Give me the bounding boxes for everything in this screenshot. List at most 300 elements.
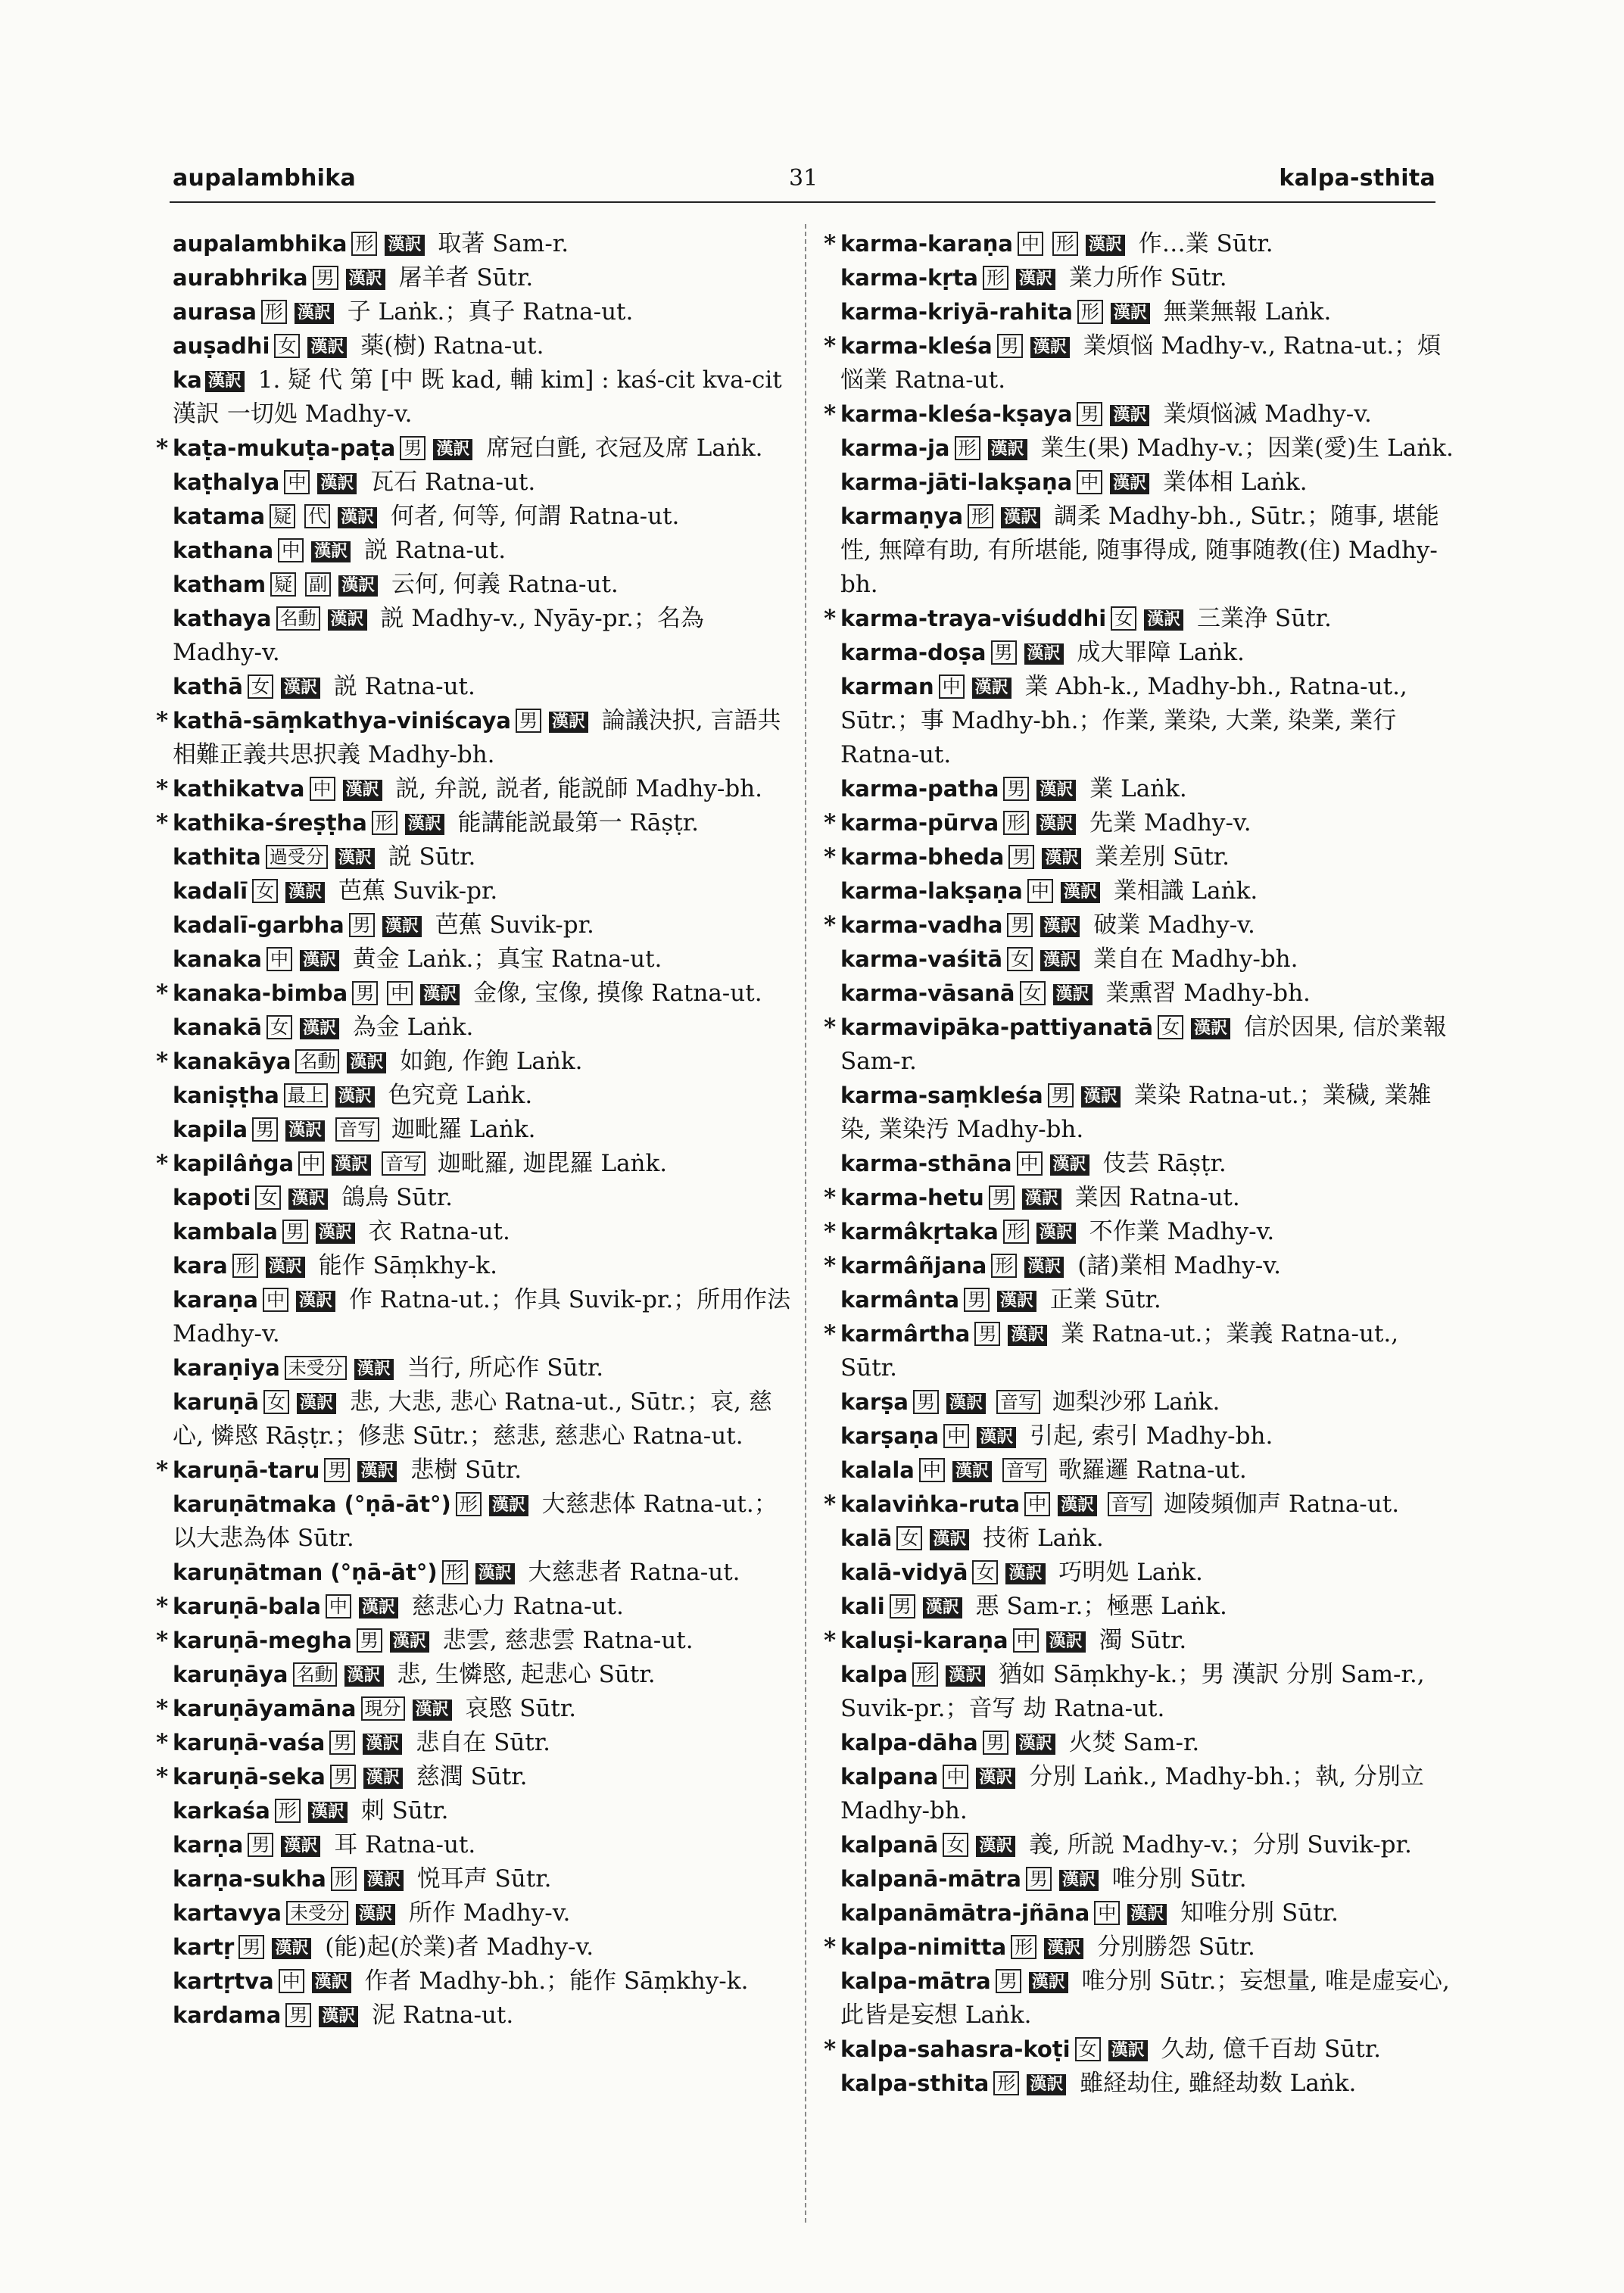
- kanyaku-badge: 漢訳: [1044, 1938, 1083, 1959]
- grammar-tag: 女: [896, 1526, 922, 1550]
- grammar-tag: 形: [275, 1799, 301, 1823]
- grammar-tag: 女: [1075, 2037, 1101, 2061]
- grammar-tag: 男: [1003, 777, 1029, 801]
- entry-definition: 鴿鳥 Sūtr.: [334, 1184, 453, 1211]
- entry-headword: kalala: [840, 1457, 915, 1483]
- entry-headword: karmaṇya: [840, 503, 964, 529]
- entry-definition: (能)起(於業)者 Madhy-v.: [317, 1933, 594, 1961]
- entry-headword: kalā: [840, 1525, 893, 1551]
- entry-headword: karmârtha: [840, 1321, 971, 1347]
- dictionary-entry: [819, 1964, 1459, 2033]
- entry-headword: karkaśa: [173, 1798, 270, 1824]
- entry-definition: 1. 疑 代 第 [中 既 kad, 輔 kim] : kaś-cit kva-cit 漢訳 一切処 Madhy-v.: [173, 366, 782, 428]
- entry-headword: karṣa: [840, 1389, 909, 1415]
- kanyaku-badge: 漢訳: [1086, 235, 1125, 256]
- dictionary-entry: [819, 874, 1459, 908]
- dictionary-entry: [151, 874, 791, 908]
- new-entry-star: *: [824, 1627, 837, 1654]
- kanyaku-badge: 漢訳: [1053, 984, 1093, 1005]
- dictionary-entry: [819, 1283, 1459, 1317]
- entry-headword: karma-patha: [840, 776, 999, 802]
- new-entry-star: *: [156, 435, 169, 462]
- dictionary-entry: [819, 1453, 1459, 1488]
- entry-definition: 大慈悲者 Ratna-ut.: [520, 1559, 740, 1586]
- entry-definition: 作…業 Sūtr.: [1130, 230, 1273, 257]
- dictionary-entry: [151, 1828, 791, 1862]
- grammar-tag: 男: [400, 436, 425, 460]
- entry-headword: karma-bheda: [840, 844, 1005, 870]
- dictionary-entry: [151, 1011, 791, 1045]
- entry-definition: 能作 Sāṃkhy-k.: [310, 1252, 497, 1279]
- dictionary-entry: [151, 1964, 791, 1999]
- kanyaku-badge: 漢訳: [308, 1802, 348, 1823]
- grammar-tag: 中: [284, 470, 310, 494]
- entry-definition: 迦梨沙邪 Laṅk.: [1045, 1388, 1220, 1416]
- entry-definition: 業 Ratna-ut.；業義 Ratna-ut., Sūtr.: [840, 1320, 1399, 1382]
- entry-definition: 技術 Laṅk.: [975, 1525, 1104, 1552]
- dictionary-entry: [151, 261, 791, 295]
- entry-definition: 正業 Sūtr.: [1043, 1286, 1161, 1313]
- grammar-tag: 男: [313, 266, 338, 290]
- onsha-tag: 音写: [335, 1117, 379, 1142]
- entry-definition: 雖経劫住, 雖経劫数 Laṅk.: [1072, 2070, 1357, 2097]
- entry-headword: kadalī: [173, 878, 248, 904]
- entry-headword: karma-vāsanā: [840, 980, 1015, 1006]
- grammar-tag: 男: [238, 1935, 264, 1959]
- header-last-entry: kalpa-sthita: [1279, 165, 1435, 192]
- grammar-tag: 中: [1094, 1901, 1120, 1925]
- entry-definition: 迦毗羅, 迦毘羅 Laṅk.: [430, 1150, 668, 1177]
- new-entry-star: *: [824, 605, 837, 632]
- dictionary-entry: [151, 1283, 791, 1351]
- grammar-tag: 女: [263, 1390, 289, 1414]
- kanyaku-badge: 漢訳: [1029, 1972, 1068, 1993]
- entry-definition: 業 Laṅk.: [1082, 775, 1187, 802]
- dictionary-entry: [151, 977, 791, 1011]
- entry-headword: kathika-śreṣṭha: [173, 810, 367, 836]
- grammar-tag: 名動: [293, 1662, 337, 1687]
- entry-definition: 説 Ratna-ut.: [326, 673, 475, 700]
- dictionary-entry: [151, 1930, 791, 1964]
- kanyaku-badge: 漢訳: [288, 1189, 328, 1210]
- entry-headword: karmâkṛtaka: [840, 1219, 999, 1245]
- entry-definition: 悪 Sam-r.；極悪 Laṅk.: [968, 1593, 1227, 1620]
- dictionary-entry: [819, 227, 1459, 261]
- new-entry-star: *: [824, 1014, 837, 1041]
- dictionary-entry: [151, 1692, 791, 1726]
- kanyaku-badge: 漢訳: [1016, 269, 1055, 290]
- dictionary-entry: [819, 1215, 1459, 1249]
- dictionary-entry: [819, 1385, 1459, 1419]
- dictionary-entry: [151, 1249, 791, 1283]
- kanyaku-badge: 漢訳: [363, 1768, 403, 1789]
- entry-headword: karuṇā-megha: [173, 1628, 352, 1653]
- dictionary-entry: [819, 2067, 1459, 2101]
- new-entry-star: *: [156, 1456, 169, 1484]
- dictionary-entry: [819, 2033, 1459, 2067]
- dictionary-entry: [151, 1453, 791, 1488]
- entry-headword: katama: [173, 503, 266, 529]
- dictionary-entry: [819, 1726, 1459, 1760]
- kanyaku-badge: 漢訳: [1001, 507, 1040, 528]
- dictionary-entry: [151, 534, 791, 568]
- grammar-tag: 女: [252, 879, 278, 903]
- entry-definition: 先業 Madhy-v.: [1082, 809, 1252, 837]
- entry-headword: karman: [840, 674, 934, 699]
- grammar-tag: 男: [913, 1390, 939, 1414]
- grammar-tag: 男: [997, 334, 1023, 358]
- dictionary-entry: [819, 1590, 1459, 1624]
- new-entry-star: *: [156, 1048, 169, 1075]
- new-entry-star: *: [824, 1320, 837, 1347]
- entry-headword: kalā-vidyā: [840, 1559, 968, 1585]
- entry-definition: 衣 Ratna-ut.: [360, 1218, 510, 1245]
- entry-headword: kanakā: [173, 1014, 262, 1040]
- new-entry-star: *: [824, 1491, 837, 1518]
- kanyaku-badge: 漢訳: [347, 1052, 386, 1073]
- dictionary-entry: [151, 1896, 791, 1930]
- new-entry-star: *: [156, 1627, 169, 1654]
- left-column: [151, 227, 791, 2033]
- column-divider: [805, 224, 806, 2223]
- dictionary-entry: [819, 942, 1459, 977]
- entry-headword: karma-sthāna: [840, 1151, 1012, 1176]
- entry-headword: karmâñjana: [840, 1253, 987, 1279]
- entry-definition: 作 Ratna-ut.；作具 Suvik-pr.；所用作法 Madhy-v.: [173, 1286, 791, 1347]
- dictionary-entry: [819, 1249, 1459, 1283]
- dictionary-entry: [151, 1215, 791, 1249]
- kanyaku-badge: 漢訳: [1030, 337, 1070, 358]
- grammar-tag: 形: [331, 1867, 357, 1891]
- entry-headword: kalpa-sthita: [840, 2070, 990, 2096]
- new-entry-star: *: [156, 809, 169, 837]
- entry-definition: 芭蕉 Suvik-pr.: [331, 877, 498, 905]
- kanyaku-badge: 漢訳: [1016, 1734, 1055, 1755]
- grammar-tag: 女: [1158, 1015, 1183, 1039]
- kanyaku-badge: 漢訳: [266, 1257, 305, 1278]
- kanyaku-badge: 漢訳: [1036, 1223, 1076, 1244]
- grammar-tag: 男: [252, 1117, 278, 1142]
- onsha-tag: 音写: [382, 1151, 425, 1176]
- kanyaku-badge: 漢訳: [1108, 2040, 1148, 2061]
- entry-definition: 何者, 何等, 何謂 Ratna-ut.: [383, 503, 680, 530]
- grammar-tag: 形: [1011, 1935, 1036, 1959]
- grammar-tag: 形: [442, 1560, 468, 1584]
- new-entry-star: *: [824, 843, 837, 871]
- new-entry-star: *: [156, 1729, 169, 1756]
- entry-headword: kartṛtva: [173, 1968, 274, 1994]
- new-entry-star: *: [824, 809, 837, 837]
- dictionary-entry: [819, 1181, 1459, 1215]
- kanyaku-badge: 漢訳: [285, 882, 325, 903]
- entry-definition: 慈悲心力 Ratna-ut.: [404, 1593, 624, 1620]
- entry-definition: 哀愍 Sūtr.: [457, 1695, 577, 1722]
- grammar-tag: 中: [1024, 1492, 1050, 1516]
- entry-headword: karaṇa: [173, 1287, 258, 1313]
- dictionary-entry: [819, 1079, 1459, 1147]
- entry-headword: kaluṣi-karaṇa: [840, 1628, 1008, 1653]
- new-entry-star: *: [824, 1218, 837, 1245]
- kanyaku-badge: 漢訳: [420, 984, 460, 1005]
- entry-definition: 色究竟 Laṅk.: [380, 1082, 533, 1109]
- dictionary-entry: [151, 431, 791, 466]
- grammar-tag: 形: [372, 811, 397, 835]
- grammar-tag: 中: [919, 1458, 945, 1482]
- dictionary-entry: [151, 772, 791, 806]
- entry-definition: 能講能説最第一 Rāṣṭr.: [450, 809, 699, 837]
- grammar-tag: 未受分: [285, 1356, 347, 1380]
- new-entry-star: *: [156, 1695, 169, 1722]
- kanyaku-badge: 漢訳: [1027, 2074, 1066, 2095]
- kanyaku-badge: 漢訳: [281, 678, 320, 699]
- kanyaku-badge: 漢訳: [1058, 1495, 1097, 1516]
- grammar-tag: 形: [912, 1662, 938, 1687]
- entry-headword: kalpana: [840, 1764, 939, 1790]
- grammar-tag: 女: [255, 1185, 281, 1210]
- kanyaku-badge: 漢訳: [272, 1938, 311, 1959]
- dictionary-entry: [151, 1351, 791, 1385]
- grammar-tag: 女: [267, 1015, 292, 1039]
- dictionary-entry: [819, 840, 1459, 874]
- dictionary-entry: [819, 295, 1459, 329]
- grammar-tag: 中: [310, 777, 335, 801]
- dictionary-entry: [151, 670, 791, 704]
- grammar-tag: 男: [285, 2003, 311, 2027]
- new-entry-star: *: [824, 1252, 837, 1279]
- entry-headword: kaṭhalya: [173, 469, 280, 495]
- dictionary-entry: [151, 1079, 791, 1113]
- grammar-tag: 男: [329, 1731, 355, 1755]
- dictionary-entry: [819, 977, 1459, 1011]
- dictionary-entry: [819, 1930, 1459, 1964]
- onsha-tag: 音写: [1002, 1458, 1046, 1482]
- dictionary-entry: [819, 670, 1459, 772]
- dictionary-entry: [151, 1556, 791, 1590]
- entry-definition: 説 Ratna-ut.: [357, 537, 507, 564]
- entry-headword: kaṭa-mukuṭa-paṭa: [173, 435, 396, 461]
- entry-headword: kaniṣṭha: [173, 1083, 279, 1108]
- entry-headword: karma-kriyā-rahita: [840, 299, 1073, 325]
- new-entry-star: *: [824, 230, 837, 257]
- entry-headword: kalpa-dāha: [840, 1730, 978, 1756]
- grammar-tag: 女: [972, 1560, 998, 1584]
- entry-headword: kalpa-sahasra-koṭi: [840, 2036, 1071, 2062]
- dictionary-entry: [151, 704, 791, 772]
- entry-headword: karuṇāyamāna: [173, 1696, 357, 1721]
- entry-definition: 唯分別 Sūtr.；妄想量, 唯是虚妄心, 此皆是妄想 Laṅk.: [840, 1967, 1450, 2029]
- entry-headword: karma-vaśitā: [840, 946, 1003, 972]
- dictionary-entry: [819, 1317, 1459, 1385]
- grammar-tag: 中: [298, 1151, 324, 1176]
- entry-headword: katham: [173, 572, 267, 597]
- grammar-tag: 過受分: [266, 845, 328, 869]
- entry-definition: 業熏習 Madhy-bh.: [1098, 980, 1311, 1007]
- entry-headword: karma-vadha: [840, 912, 1003, 938]
- entry-definition: 三業浄 Sūtr.: [1189, 605, 1332, 632]
- entry-headword: karuṇātmaka (°ṇā-āt°): [173, 1491, 451, 1517]
- entry-headword: karuṇā-seka: [173, 1764, 326, 1790]
- kanyaku-badge: 漢訳: [977, 1427, 1016, 1448]
- kanyaku-badge: 漢訳: [1144, 609, 1183, 631]
- grammar-tag: 形: [232, 1254, 258, 1278]
- grammar-tag: 男: [357, 1628, 382, 1653]
- dictionary-entry: [151, 1624, 791, 1658]
- entry-definition: 大慈悲体 Ratna-ut.；以大悲為体 Sūtr.: [173, 1491, 778, 1552]
- entry-headword: kanakāya: [173, 1048, 291, 1074]
- kanyaku-badge: 漢訳: [328, 609, 367, 631]
- grammar-tag: 男: [330, 1765, 356, 1789]
- dictionary-entry: [819, 500, 1459, 602]
- entry-headword: karma-jāti-lakṣaṇa: [840, 469, 1073, 495]
- dictionary-entry: [819, 1147, 1459, 1181]
- dictionary-entry: [819, 636, 1459, 670]
- grammar-tag: 形: [261, 300, 287, 324]
- dictionary-entry: [151, 1760, 791, 1794]
- entry-definition: 業染 Ratna-ut.；業穢, 業雑染, 業染汚 Madhy-bh.: [840, 1082, 1432, 1143]
- entry-headword: kambala: [173, 1219, 278, 1245]
- kanyaku-badge: 漢訳: [335, 1086, 375, 1108]
- kanyaku-badge: 漢訳: [1046, 1631, 1086, 1653]
- entry-headword: aurasa: [173, 299, 257, 325]
- entry-headword: karṇa: [173, 1832, 244, 1858]
- dictionary-entry: [151, 329, 791, 363]
- grammar-tag: 男: [996, 1969, 1021, 1993]
- new-entry-star: *: [824, 332, 837, 360]
- dictionary-entry: [151, 295, 791, 329]
- kanyaku-badge: 漢訳: [1024, 643, 1064, 665]
- dictionary-entry: [819, 1419, 1459, 1453]
- grammar-tag: 男: [352, 981, 378, 1005]
- entry-headword: kalpanāmātra-jñāna: [840, 1900, 1090, 1926]
- kanyaku-badge: 漢訳: [338, 507, 377, 528]
- kanyaku-badge: 漢訳: [335, 848, 375, 869]
- kanyaku-badge: 漢訳: [338, 575, 378, 597]
- kanyaku-badge: 漢訳: [307, 337, 347, 358]
- dictionary-entry: [151, 1590, 791, 1624]
- dictionary-entry: [819, 1488, 1459, 1522]
- dictionary-entry: [151, 1045, 791, 1079]
- entry-definition: 瓦石 Ratna-ut.: [363, 469, 536, 496]
- dictionary-entry: [151, 1385, 791, 1453]
- entry-headword: kardama: [173, 2002, 282, 2028]
- kanyaku-badge: 漢訳: [1036, 780, 1076, 801]
- entry-headword: ka: [173, 367, 202, 393]
- grammar-tag: 代: [304, 504, 330, 528]
- kanyaku-badge: 漢訳: [364, 1870, 404, 1891]
- grammar-tag: 男: [989, 1185, 1015, 1210]
- entry-headword: karma-kṛta: [840, 265, 979, 291]
- grammar-tag: 男: [516, 709, 541, 733]
- kanyaku-badge: 漢訳: [923, 1597, 962, 1618]
- entry-definition: 説 Sūtr.: [380, 843, 476, 871]
- dictionary-entry: [151, 1794, 791, 1828]
- kanyaku-badge: 漢訳: [1040, 916, 1080, 937]
- entry-headword: kara: [173, 1253, 228, 1279]
- entry-definition: 業 Abh-k., Madhy-bh., Ratna-ut., Sūtr.；事 Madhy-bh.；作業, 業染, 大業, 染業, 業行 Ratna-ut.: [840, 673, 1407, 768]
- entry-definition: 義, 所説 Madhy-v.；分別 Suvik-pr.: [1021, 1831, 1412, 1858]
- dictionary-entry: [151, 908, 791, 942]
- dictionary-entry: [151, 500, 791, 534]
- kanyaku-badge: 漢訳: [295, 303, 334, 324]
- entry-headword: karma-hetu: [840, 1185, 984, 1210]
- kanyaku-badge: 漢訳: [976, 1768, 1015, 1789]
- entry-headword: karuṇāya: [173, 1662, 288, 1687]
- dictionary-entry: [151, 1147, 791, 1181]
- dictionary-entry: [151, 363, 791, 431]
- kanyaku-badge: 漢訳: [1050, 1154, 1089, 1176]
- grammar-tag: 男: [248, 1833, 273, 1857]
- grammar-tag: 中: [943, 1424, 969, 1448]
- entry-headword: kalaviṅka-ruta: [840, 1491, 1021, 1517]
- kanyaku-badge: 漢訳: [344, 1665, 384, 1687]
- dictionary-entry: [151, 1658, 791, 1692]
- entry-headword: kalpanā-mātra: [840, 1866, 1021, 1892]
- dictionary-entry: [151, 1999, 791, 2033]
- dictionary-entry: [819, 1862, 1459, 1896]
- grammar-tag: 男: [1008, 845, 1034, 869]
- grammar-tag: 男: [282, 1220, 308, 1244]
- kanyaku-badge: 漢訳: [356, 1904, 395, 1925]
- entry-definition: 迦毗羅 Laṅk.: [384, 1116, 536, 1143]
- grammar-tag: 未受分: [286, 1901, 348, 1925]
- kanyaku-badge: 漢訳: [976, 1836, 1015, 1857]
- entry-headword: karuṇā-bala: [173, 1594, 321, 1619]
- kanyaku-badge: 漢訳: [385, 235, 424, 256]
- kanyaku-badge: 漢訳: [1127, 1904, 1167, 1925]
- new-entry-star: *: [156, 1150, 169, 1177]
- grammar-tag: 男: [324, 1458, 350, 1482]
- grammar-tag: 中: [1027, 879, 1053, 903]
- entry-headword: karmavipāka-pattiyanatā: [840, 1014, 1154, 1040]
- entry-definition: 信於因果, 信於業報 Sam-r.: [840, 1014, 1447, 1075]
- entry-definition: 悲自在 Sūtr.: [408, 1729, 551, 1756]
- onsha-tag: 音写: [1108, 1492, 1152, 1516]
- kanyaku-badge: 漢訳: [382, 916, 422, 937]
- grammar-tag: 疑: [270, 504, 295, 528]
- kanyaku-badge: 漢訳: [1005, 1563, 1045, 1584]
- grammar-tag: 形: [1077, 300, 1103, 324]
- kanyaku-badge: 漢訳: [285, 1120, 325, 1142]
- entry-headword: kanaka: [173, 946, 262, 972]
- entry-headword: karuṇātman (°ṇā-āt°): [173, 1559, 438, 1585]
- kanyaku-badge: 漢訳: [346, 269, 385, 290]
- entry-definition: 猶如 Sāṃkhy-k.；男 漢訳 分別 Sam-r., Suvik-pr.；音写 劫 Ratna-ut.: [840, 1661, 1425, 1722]
- kanyaku-badge: 漢訳: [1022, 1189, 1061, 1210]
- kanyaku-badge: 漢訳: [300, 1018, 339, 1039]
- kanyaku-badge: 漢訳: [1111, 303, 1150, 324]
- entry-headword: karaṇiya: [173, 1355, 280, 1381]
- dictionary-entry: [151, 568, 791, 602]
- kanyaku-badge: 漢訳: [311, 541, 351, 562]
- dictionary-entry: [151, 1113, 791, 1147]
- entry-definition: (諸)業相 Madhy-v.: [1070, 1252, 1281, 1279]
- new-entry-star: *: [824, 911, 837, 939]
- new-entry-star: *: [156, 707, 169, 734]
- grammar-tag: 形: [991, 1254, 1017, 1278]
- entry-headword: karma-traya-viśuddhi: [840, 606, 1107, 631]
- dictionary-entry: [819, 1556, 1459, 1590]
- entry-headword: kalpa-nimitta: [840, 1934, 1007, 1960]
- kanyaku-badge: 漢訳: [390, 1631, 429, 1653]
- entry-definition: 刺 Sūtr.: [353, 1797, 449, 1824]
- entry-definition: 席冠白氈, 衣冠及席 Laṅk.: [478, 435, 763, 462]
- new-entry-star: *: [824, 1933, 837, 1961]
- grammar-tag: 中: [326, 1594, 351, 1618]
- entry-definition: 子 Laṅk.；真子 Ratna-ut.: [339, 298, 634, 326]
- entry-headword: auṣadhi: [173, 333, 270, 359]
- entry-headword: karma-ja: [840, 435, 950, 461]
- dictionary-entry: [819, 329, 1459, 397]
